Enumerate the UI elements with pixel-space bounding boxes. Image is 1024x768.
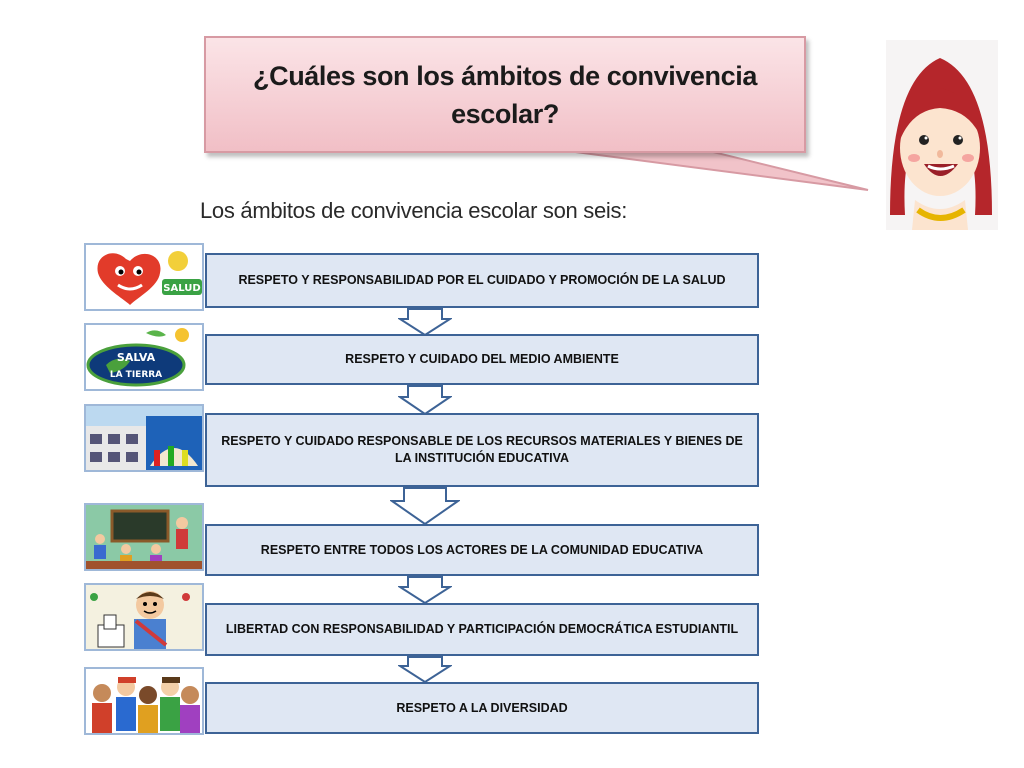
school-image [84, 404, 204, 472]
diverse-people-icon [86, 669, 202, 735]
democracy-image [84, 583, 204, 651]
down-arrow-icon [398, 308, 452, 336]
down-arrow-icon [390, 487, 460, 525]
health-image-caption: SALUD [163, 283, 201, 294]
list-item: RESPETO A LA DIVERSIDAD [205, 682, 759, 734]
list-item: LIBERTAD CON RESPONSABILIDAD Y PARTICIPACIÓN DEMOCRÁTICA ESTUDIANTIL [205, 603, 759, 656]
classroom-icon [86, 505, 202, 569]
svg-text:SALVA: SALVA [116, 351, 156, 364]
student-vote-icon [86, 585, 202, 651]
classroom-image [84, 503, 204, 571]
health-image [84, 243, 204, 311]
intro-text: Los ámbitos de convivencia escolar son seis: [200, 198, 628, 223]
down-arrow-icon [398, 576, 452, 604]
question-title: ¿Cuáles son los ámbitos de convivencia escolar? [253, 60, 757, 129]
list-item: RESPETO ENTRE TODOS LOS ACTORES DE LA COMUNIDAD EDUCATIVA [205, 524, 759, 576]
down-arrow-icon [398, 656, 452, 683]
list-item: RESPETO Y CUIDADO DEL MEDIO AMBIENTE [205, 334, 759, 385]
cartoon-girl-icon [880, 40, 1000, 230]
list-item: RESPETO Y CUIDADO RESPONSABLE DE LOS RECURSOS MATERIALES Y BIENES DE LA INSTITUCIÓN EDUCATIVA [205, 413, 759, 487]
diversity-image [84, 667, 204, 735]
list-item: RESPETO Y RESPONSABILIDAD POR EL CUIDADO Y PROMOCIÓN DE LA SALUD [205, 253, 759, 308]
heart-health-icon [86, 245, 202, 309]
earth-icon [86, 325, 202, 389]
svg-text:LA TIERRA: LA TIERRA [109, 370, 163, 380]
speech-bubble [0, 0, 1024, 230]
environment-image [84, 323, 204, 391]
question-bubble [204, 36, 806, 153]
down-arrow-icon [398, 385, 452, 415]
school-building-icon [86, 406, 202, 472]
